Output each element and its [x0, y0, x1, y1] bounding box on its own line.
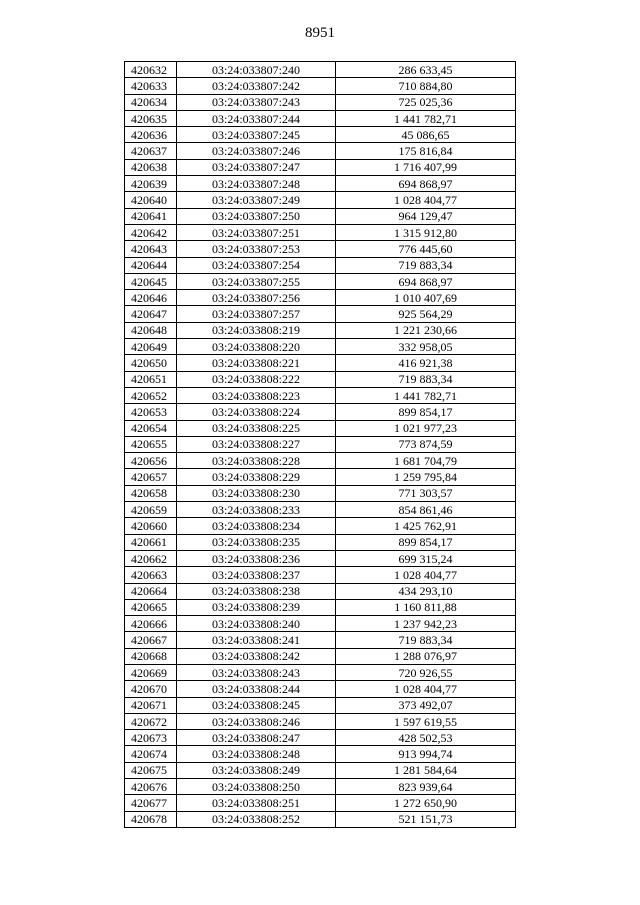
cadastral-number-cell: 03:24:033807:247	[177, 159, 336, 175]
table-row	[125, 387, 516, 403]
value-cell: 1 597 619,55	[336, 713, 516, 729]
value-cell: 854 861,46	[336, 502, 516, 518]
table-row	[125, 290, 516, 306]
table-body	[125, 62, 516, 828]
table-row	[125, 616, 516, 632]
table-row	[125, 664, 516, 680]
value-cell: 428 502,53	[336, 730, 516, 746]
cadastral-number-cell: 03:24:033808:220	[177, 339, 336, 355]
cadastral-number-cell: 03:24:033808:230	[177, 485, 336, 501]
value-cell: 521 151,73	[336, 811, 516, 827]
value-cell: 1 272 650,90	[336, 795, 516, 811]
row-number-cell: 420648	[125, 322, 177, 338]
cadastral-number-cell: 03:24:033808:240	[177, 616, 336, 632]
row-number-cell: 420636	[125, 127, 177, 143]
table-row	[125, 224, 516, 240]
row-number-cell: 420640	[125, 192, 177, 208]
value-cell: 773 874,59	[336, 436, 516, 452]
value-cell: 1 237 942,23	[336, 616, 516, 632]
row-number-cell: 420637	[125, 143, 177, 159]
cadastral-number-cell: 03:24:033808:242	[177, 648, 336, 664]
cadastral-number-cell: 03:24:033808:238	[177, 583, 336, 599]
row-number-cell: 420658	[125, 485, 177, 501]
row-number-cell: 420645	[125, 273, 177, 289]
table-row	[125, 795, 516, 811]
cadastral-number-cell: 03:24:033808:219	[177, 322, 336, 338]
value-cell: 694 868,97	[336, 273, 516, 289]
value-cell: 1 441 782,71	[336, 110, 516, 126]
table-row	[125, 599, 516, 615]
value-cell: 1 716 407,99	[336, 159, 516, 175]
cadastral-number-cell: 03:24:033807:256	[177, 290, 336, 306]
cadastral-number-cell: 03:24:033807:253	[177, 241, 336, 257]
table-row	[125, 632, 516, 648]
value-cell: 1 010 407,69	[336, 290, 516, 306]
table-row	[125, 469, 516, 485]
table-row	[125, 550, 516, 566]
cadastral-number-cell: 03:24:033807:257	[177, 306, 336, 322]
cadastral-number-cell: 03:24:033807:248	[177, 176, 336, 192]
value-cell: 434 293,10	[336, 583, 516, 599]
value-cell: 725 025,36	[336, 94, 516, 110]
value-cell: 1 315 912,80	[336, 224, 516, 240]
table-row	[125, 648, 516, 664]
cadastral-number-cell: 03:24:033807:254	[177, 257, 336, 273]
value-cell: 1 681 704,79	[336, 453, 516, 469]
value-cell: 719 883,34	[336, 632, 516, 648]
table-row	[125, 192, 516, 208]
table-row	[125, 241, 516, 257]
cadastral-number-cell: 03:24:033808:249	[177, 762, 336, 778]
row-number-cell: 420646	[125, 290, 177, 306]
row-number-cell: 420642	[125, 224, 177, 240]
row-number-cell: 420635	[125, 110, 177, 126]
page-number: 8951	[305, 25, 335, 41]
table-row	[125, 713, 516, 729]
value-cell: 373 492,07	[336, 697, 516, 713]
row-number-cell: 420652	[125, 387, 177, 403]
table-row	[125, 746, 516, 762]
row-number-cell: 420632	[125, 62, 177, 78]
cadastral-number-cell: 03:24:033808:248	[177, 746, 336, 762]
table-row	[125, 94, 516, 110]
cadastral-number-cell: 03:24:033808:239	[177, 599, 336, 615]
cadastral-number-cell: 03:24:033808:233	[177, 502, 336, 518]
table-row	[125, 420, 516, 436]
table-row	[125, 62, 516, 78]
value-cell: 899 854,17	[336, 534, 516, 550]
value-cell: 771 303,57	[336, 485, 516, 501]
cadastral-number-cell: 03:24:033807:246	[177, 143, 336, 159]
row-number-cell: 420669	[125, 664, 177, 680]
row-number-cell: 420656	[125, 453, 177, 469]
row-number-cell: 420672	[125, 713, 177, 729]
value-cell: 1 160 811,88	[336, 599, 516, 615]
row-number-cell: 420661	[125, 534, 177, 550]
value-cell: 719 883,34	[336, 257, 516, 273]
cadastral-number-cell: 03:24:033808:250	[177, 779, 336, 795]
cadastral-number-cell: 03:24:033808:222	[177, 371, 336, 387]
row-number-cell: 420667	[125, 632, 177, 648]
row-number-cell: 420649	[125, 339, 177, 355]
row-number-cell: 420653	[125, 404, 177, 420]
table-row	[125, 78, 516, 94]
cadastral-number-cell: 03:24:033808:221	[177, 355, 336, 371]
row-number-cell: 420634	[125, 94, 177, 110]
value-cell: 1 288 076,97	[336, 648, 516, 664]
cadastral-number-cell: 03:24:033808:252	[177, 811, 336, 827]
cadastral-number-cell: 03:24:033808:245	[177, 697, 336, 713]
row-number-cell: 420643	[125, 241, 177, 257]
table-row	[125, 697, 516, 713]
value-cell: 899 854,17	[336, 404, 516, 420]
table-row	[125, 339, 516, 355]
row-number-cell: 420655	[125, 436, 177, 452]
value-cell: 1 028 404,77	[336, 567, 516, 583]
cadastral-number-cell: 03:24:033808:229	[177, 469, 336, 485]
value-cell: 1 441 782,71	[336, 387, 516, 403]
table-row	[125, 143, 516, 159]
cadastral-number-cell: 03:24:033808:237	[177, 567, 336, 583]
value-cell: 719 883,34	[336, 371, 516, 387]
table-row	[125, 306, 516, 322]
row-number-cell: 420659	[125, 502, 177, 518]
row-number-cell: 420651	[125, 371, 177, 387]
value-cell: 1 281 584,64	[336, 762, 516, 778]
cadastral-number-cell: 03:24:033808:223	[177, 387, 336, 403]
value-cell: 1 021 977,23	[336, 420, 516, 436]
value-cell: 332 958,05	[336, 339, 516, 355]
row-number-cell: 420665	[125, 599, 177, 615]
table-row	[125, 583, 516, 599]
table-row	[125, 730, 516, 746]
table-row	[125, 159, 516, 175]
cadastral-number-cell: 03:24:033808:234	[177, 518, 336, 534]
value-cell: 925 564,29	[336, 306, 516, 322]
table-row	[125, 208, 516, 224]
cadastral-number-cell: 03:24:033808:227	[177, 436, 336, 452]
table-row	[125, 485, 516, 501]
row-number-cell: 420662	[125, 550, 177, 566]
table-row	[125, 273, 516, 289]
table-row	[125, 453, 516, 469]
cadastral-number-cell: 03:24:033807:244	[177, 110, 336, 126]
cadastral-number-cell: 03:24:033807:245	[177, 127, 336, 143]
row-number-cell: 420633	[125, 78, 177, 94]
row-number-cell: 420666	[125, 616, 177, 632]
cadastral-number-cell: 03:24:033807:240	[177, 62, 336, 78]
row-number-cell: 420675	[125, 762, 177, 778]
row-number-cell: 420644	[125, 257, 177, 273]
table-row	[125, 257, 516, 273]
value-cell: 823 939,64	[336, 779, 516, 795]
value-cell: 1 259 795,84	[336, 469, 516, 485]
value-cell: 416 921,38	[336, 355, 516, 371]
row-number-cell: 420677	[125, 795, 177, 811]
value-cell: 720 926,55	[336, 664, 516, 680]
table-row	[125, 371, 516, 387]
row-number-cell: 420664	[125, 583, 177, 599]
cadastral-number-cell: 03:24:033807:250	[177, 208, 336, 224]
value-cell: 964 129,47	[336, 208, 516, 224]
table-row	[125, 355, 516, 371]
row-number-cell: 420671	[125, 697, 177, 713]
value-cell: 776 445,60	[336, 241, 516, 257]
row-number-cell: 420676	[125, 779, 177, 795]
table-row	[125, 567, 516, 583]
table-row	[125, 811, 516, 827]
table-row	[125, 322, 516, 338]
table-row	[125, 518, 516, 534]
row-number-cell: 420668	[125, 648, 177, 664]
row-number-cell: 420641	[125, 208, 177, 224]
cadastral-number-cell: 03:24:033808:241	[177, 632, 336, 648]
row-number-cell: 420678	[125, 811, 177, 827]
table-row	[125, 127, 516, 143]
row-number-cell: 420654	[125, 420, 177, 436]
cadastral-number-cell: 03:24:033808:236	[177, 550, 336, 566]
cadastral-number-cell: 03:24:033808:225	[177, 420, 336, 436]
row-number-cell: 420638	[125, 159, 177, 175]
cadastral-number-cell: 03:24:033808:243	[177, 664, 336, 680]
cadastral-number-cell: 03:24:033807:251	[177, 224, 336, 240]
cadastral-number-cell: 03:24:033808:224	[177, 404, 336, 420]
table-row	[125, 404, 516, 420]
row-number-cell: 420673	[125, 730, 177, 746]
cadastral-number-cell: 03:24:033807:249	[177, 192, 336, 208]
data-table	[124, 61, 516, 828]
table-row	[125, 681, 516, 697]
value-cell: 699 315,24	[336, 550, 516, 566]
value-cell: 694 868,97	[336, 176, 516, 192]
table-row	[125, 534, 516, 550]
value-cell: 1 028 404,77	[336, 681, 516, 697]
row-number-cell: 420660	[125, 518, 177, 534]
table-row	[125, 436, 516, 452]
row-number-cell: 420639	[125, 176, 177, 192]
cadastral-number-cell: 03:24:033807:255	[177, 273, 336, 289]
cadastral-number-cell: 03:24:033807:243	[177, 94, 336, 110]
value-cell: 1 221 230,66	[336, 322, 516, 338]
value-cell: 175 816,84	[336, 143, 516, 159]
cadastral-number-cell: 03:24:033808:247	[177, 730, 336, 746]
cadastral-number-cell: 03:24:033807:242	[177, 78, 336, 94]
value-cell: 45 086,65	[336, 127, 516, 143]
cadastral-number-cell: 03:24:033808:228	[177, 453, 336, 469]
row-number-cell: 420674	[125, 746, 177, 762]
cadastral-number-cell: 03:24:033808:246	[177, 713, 336, 729]
table-row	[125, 762, 516, 778]
cadastral-number-cell: 03:24:033808:244	[177, 681, 336, 697]
table-row	[125, 110, 516, 126]
row-number-cell: 420663	[125, 567, 177, 583]
row-number-cell: 420657	[125, 469, 177, 485]
table-row	[125, 176, 516, 192]
cadastral-number-cell: 03:24:033808:251	[177, 795, 336, 811]
table-row	[125, 779, 516, 795]
value-cell: 286 633,45	[336, 62, 516, 78]
cadastral-number-cell: 03:24:033808:235	[177, 534, 336, 550]
value-cell: 1 425 762,91	[336, 518, 516, 534]
value-cell: 913 994,74	[336, 746, 516, 762]
value-cell: 710 884,80	[336, 78, 516, 94]
value-cell: 1 028 404,77	[336, 192, 516, 208]
table-row	[125, 502, 516, 518]
row-number-cell: 420647	[125, 306, 177, 322]
row-number-cell: 420650	[125, 355, 177, 371]
row-number-cell: 420670	[125, 681, 177, 697]
